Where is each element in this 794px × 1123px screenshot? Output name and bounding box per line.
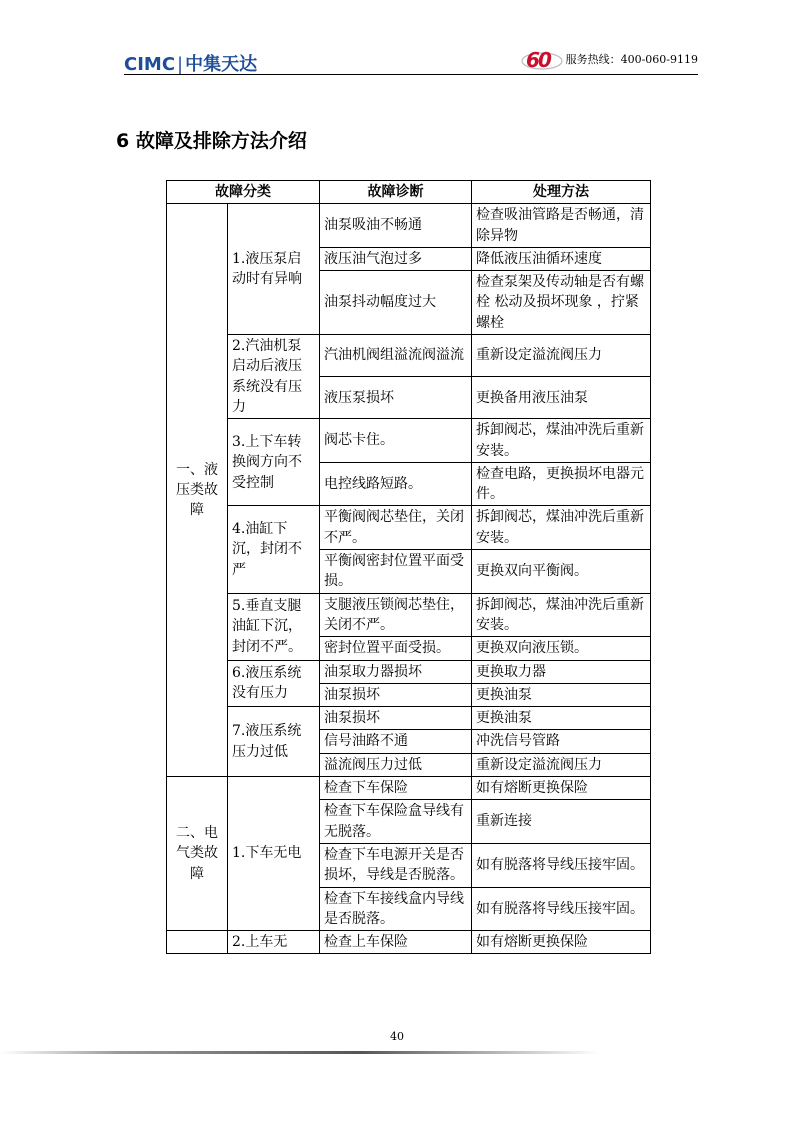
service-hotline: 服务热线：400-060-9119 xyxy=(565,53,698,66)
footer-rule xyxy=(0,1051,600,1054)
symptom-cell: 1.下车无电 xyxy=(228,777,320,931)
solution-cell: 更换双向液压锁。 xyxy=(472,637,651,660)
header-rule xyxy=(124,74,698,75)
table-row xyxy=(167,335,651,377)
solution-cell: 检查吸油管路是否畅通，清除异物 xyxy=(472,204,651,248)
header-diagnosis: 故障诊断 xyxy=(320,181,472,204)
header-solution: 处理方法 xyxy=(472,181,651,204)
svg-text:0: 0 xyxy=(537,48,552,72)
table-row xyxy=(167,777,651,800)
category-cell xyxy=(167,931,228,954)
solution-cell: 冲洗信号管路 xyxy=(472,730,651,753)
solution-cell: 重新设定溢流阀压力 xyxy=(472,753,651,776)
table-row xyxy=(167,506,651,550)
solution-cell: 降低液压油循环速度 xyxy=(472,247,651,270)
solution-cell: 拆卸阀芯，煤油冲洗后重新安装。 xyxy=(472,419,651,463)
solution-cell: 拆卸阀芯，煤油冲洗后重新安装。 xyxy=(472,593,651,637)
symptom-cell: 2.汽油机泵启动后液压系统没有压力 xyxy=(228,335,320,419)
hotline-block xyxy=(520,46,698,72)
table-header-row xyxy=(167,181,651,204)
solution-cell: 检查泵架及传动轴是否有螺栓 松动及损坏现象 ，拧紧螺栓 xyxy=(472,271,651,335)
diagnosis-cell: 溢流阀压力过低 xyxy=(320,753,472,776)
diagnosis-cell: 油泵吸油不畅通 xyxy=(320,204,472,248)
solution-cell: 更换取力器 xyxy=(472,660,651,683)
solution-cell: 如有熔断更换保险 xyxy=(472,777,651,800)
solution-cell: 检查电路，更换损坏电器元件。 xyxy=(472,462,651,506)
diagnosis-cell: 油泵损坏 xyxy=(320,707,472,730)
table-row xyxy=(167,593,651,637)
diagnosis-cell: 信号油路不通 xyxy=(320,730,472,753)
diagnosis-cell: 阀芯卡住。 xyxy=(320,419,472,463)
solution-cell: 拆卸阀芯，煤油冲洗后重新安装。 xyxy=(472,506,651,550)
table-row xyxy=(167,931,651,954)
fault-table xyxy=(166,180,651,954)
logo-latin: CIMC xyxy=(124,54,176,75)
solution-cell: 重新连接 xyxy=(472,800,651,844)
page-number: 40 xyxy=(390,1030,404,1043)
svg-text:6: 6 xyxy=(525,48,540,72)
solution-cell: 如有脱落将导线压接牢固。 xyxy=(472,843,651,887)
diagnosis-cell: 检查上车保险 xyxy=(320,931,472,954)
company-logo xyxy=(124,50,257,76)
category-cell: 二、电气类故障 xyxy=(167,777,228,931)
page-header xyxy=(124,46,698,76)
solution-cell: 更换油泵 xyxy=(472,707,651,730)
diagnosis-cell: 汽油机阀组溢流阀溢流 xyxy=(320,335,472,377)
symptom-cell: 1.液压泵启动时有异响 xyxy=(228,204,320,335)
solution-cell: 更换备用液压油泵 xyxy=(472,377,651,419)
symptom-cell: 5.垂直支腿油缸下沉，封闭不严。 xyxy=(228,593,320,660)
diagnosis-cell: 密封位置平面受损。 xyxy=(320,637,472,660)
logo-chinese: 中集天达 xyxy=(185,54,258,75)
symptom-cell: 2.上车无 xyxy=(228,931,320,954)
solution-cell: 更换油泵 xyxy=(472,683,651,706)
diagnosis-cell: 液压泵损坏 xyxy=(320,377,472,419)
diagnosis-cell: 平衡阀阀芯垫住，关闭不严。 xyxy=(320,506,472,550)
diagnosis-cell: 电控线路短路。 xyxy=(320,462,472,506)
symptom-cell: 7.液压系统压力过低 xyxy=(228,707,320,777)
diagnosis-cell: 油泵损坏 xyxy=(320,683,472,706)
symptom-cell: 4.油缸下沉，封闭不严 xyxy=(228,506,320,593)
diagnosis-cell: 支腿液压锁阀芯垫住，关闭不严。 xyxy=(320,593,472,637)
table-row xyxy=(167,707,651,730)
solution-cell: 更换双向平衡阀。 xyxy=(472,550,651,594)
category-cell: 一、液压类故障 xyxy=(167,204,228,777)
solution-cell: 重新设定溢流阀压力 xyxy=(472,335,651,377)
diagnosis-cell: 检查下车接线盒内导线是否脱落。 xyxy=(320,887,472,931)
service-logo-icon xyxy=(520,46,564,72)
table-row xyxy=(167,660,651,683)
table-row xyxy=(167,204,651,248)
header-category: 故障分类 xyxy=(167,181,320,204)
symptom-cell: 6.液压系统没有压力 xyxy=(228,660,320,707)
diagnosis-cell: 检查下车保险盒导线有无脱落。 xyxy=(320,800,472,844)
table-row xyxy=(167,419,651,463)
solution-cell: 如有熔断更换保险 xyxy=(472,931,651,954)
diagnosis-cell: 检查下车保险 xyxy=(320,777,472,800)
section-title: 6 故障及排除方法介绍 xyxy=(116,130,307,152)
solution-cell: 如有脱落将导线压接牢固。 xyxy=(472,887,651,931)
symptom-cell: 3.上下车转换阀方向不受控制 xyxy=(228,419,320,506)
diagnosis-cell: 油泵抖动幅度过大 xyxy=(320,271,472,335)
diagnosis-cell: 检查下车电源开关是否损坏，导线是否脱落。 xyxy=(320,843,472,887)
diagnosis-cell: 平衡阀密封位置平面受损。 xyxy=(320,550,472,594)
diagnosis-cell: 油泵取力器损坏 xyxy=(320,660,472,683)
diagnosis-cell: 液压油气泡过多 xyxy=(320,247,472,270)
logo-divider: | xyxy=(177,54,184,75)
